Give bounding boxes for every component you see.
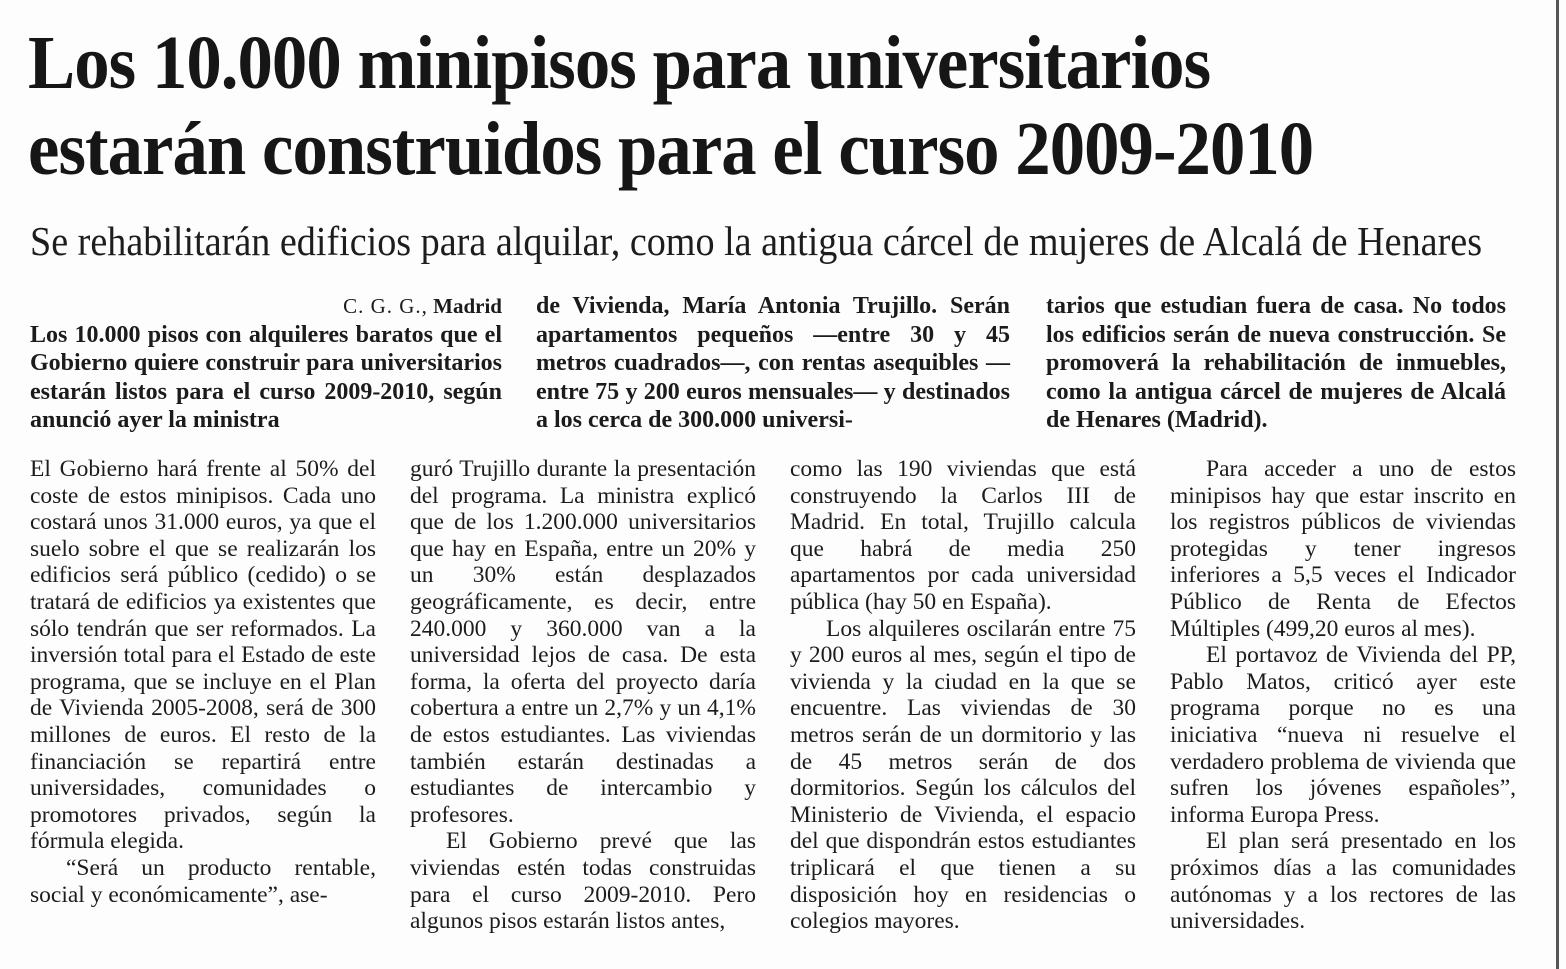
lead-paragraph-1: Los 10.000 pisos con alquileres baratos que el Gobierno quiere construir para universitarios estarán listos para el curso 2009-2010, según anunció ayer la ministra	[30, 321, 502, 433]
lead-column-2	[536, 292, 1010, 435]
body-column-4	[1170, 456, 1516, 935]
body-column-3	[790, 456, 1136, 935]
body-column-1	[30, 456, 376, 908]
body-paragraph: El portavoz de Vivienda del PP, Pablo Matos, criticó ayer este programa porque no es una iniciativa “nueva ni resuelve el verdadero problema de vivienda que sufren los jóvenes españoles”, informa Europa Press.	[1170, 642, 1516, 828]
article-headline	[28, 20, 1432, 192]
article-subheadline: Se rehabilitarán edificios para alquilar, como la antigua cárcel de mujeres de Alcalá de Henares	[30, 218, 1483, 264]
byline-credit: C. G. G.,	[343, 294, 428, 318]
byline	[30, 292, 502, 321]
body-paragraph: Para acceder a uno de estos minipisos hay que estar inscrito en los registros públicos de viviendas protegidas y tener ingresos inferiores a 5,5 veces el Indicador Público de Renta de Efectos Múltiples (499,20 euros al mes).	[1170, 456, 1516, 642]
lead-column-3	[1046, 292, 1506, 435]
lead-column-1	[30, 292, 502, 435]
body-paragraph: El plan será presentado en los próximos días a las comunidades autónomas y a los rectores de las universidades.	[1170, 828, 1516, 935]
body-column-2	[410, 456, 756, 935]
headline-line-2: estarán construidos para el curso 2009-2010	[28, 107, 1314, 191]
headline-line-1: Los 10.000 minipisos para universitarios	[28, 21, 1211, 105]
body-paragraph: guró Trujillo durante la presentación del programa. La ministra explicó que de los 1.200.000 universitarios que hay en España, entre un 20% y un 30% están desplazados geográficamente, es decir, entre 240.000 y 360.000 van a la universidad lejos de casa. De esta forma, la oferta del proyecto daría cobertura a entre un 2,7% y un 4,1% de estos estudiantes. Las viviendas también estarán destinadas a estudiantes de intercambio y profesores.	[410, 456, 756, 828]
right-edge-rule	[1556, 0, 1559, 969]
body-paragraph: El Gobierno prevé que las viviendas estén todas construidas para el curso 2009-2010. Pero algunos pisos estarán listos antes,	[410, 828, 756, 935]
lead-paragraph-3: tarios que estudian fuera de casa. No todos los edificios serán de nueva construcción. Se promoverá la rehabilitación de inmuebles, como la antigua cárcel de mujeres de Alcalá de Henares (Madrid).	[1046, 293, 1506, 433]
body-paragraph: como las 190 viviendas que está construyendo la Carlos III de Madrid. En total, Trujillo calcula que habrá de media 250 apartamentos por cada universidad pública (hay 50 en España).	[790, 456, 1136, 615]
body-paragraph: El Gobierno hará frente al 50% del coste de estos minipisos. Cada uno costará unos 31.000 euros, ya que el suelo sobre el que se realizarán los edificios será público (cedido) o se tratará de edificios ya existentes que sólo tendrán que ser reformados. La inversión total para el Estado de este programa, que se incluye en el Plan de Vivienda 2005-2008, será de 300 millones de euros. El resto de la financiación se repartirá entre universidades, comunidades o promotores privados, según la fórmula elegida.	[30, 456, 376, 855]
byline-city: Madrid	[433, 294, 502, 318]
body-paragraph: Los alquileres oscilarán entre 75 y 200 euros al mes, según el tipo de vivienda y la ciudad en la que se encuentre. Las viviendas de 30 metros serán de un dormitorio y las de 45 metros serán de dos dormitorios. Según los cálculos del Ministerio de Vivienda, el espacio del que dispondrán estos estudiantes triplicará el que tienen a su disposición hoy en residencias o colegios mayores.	[790, 615, 1136, 935]
lead-paragraph-2: de Vivienda, María Antonia Trujillo. Serán apartamentos pequeños —entre 30 y 45 metros cuadrados—, con rentas asequibles —entre 75 y 200 euros mensuales— y destinados a los cerca de 300.000 universi-	[536, 293, 1010, 433]
body-paragraph: “Será un producto rentable, social y económicamente”, ase-	[30, 854, 376, 908]
